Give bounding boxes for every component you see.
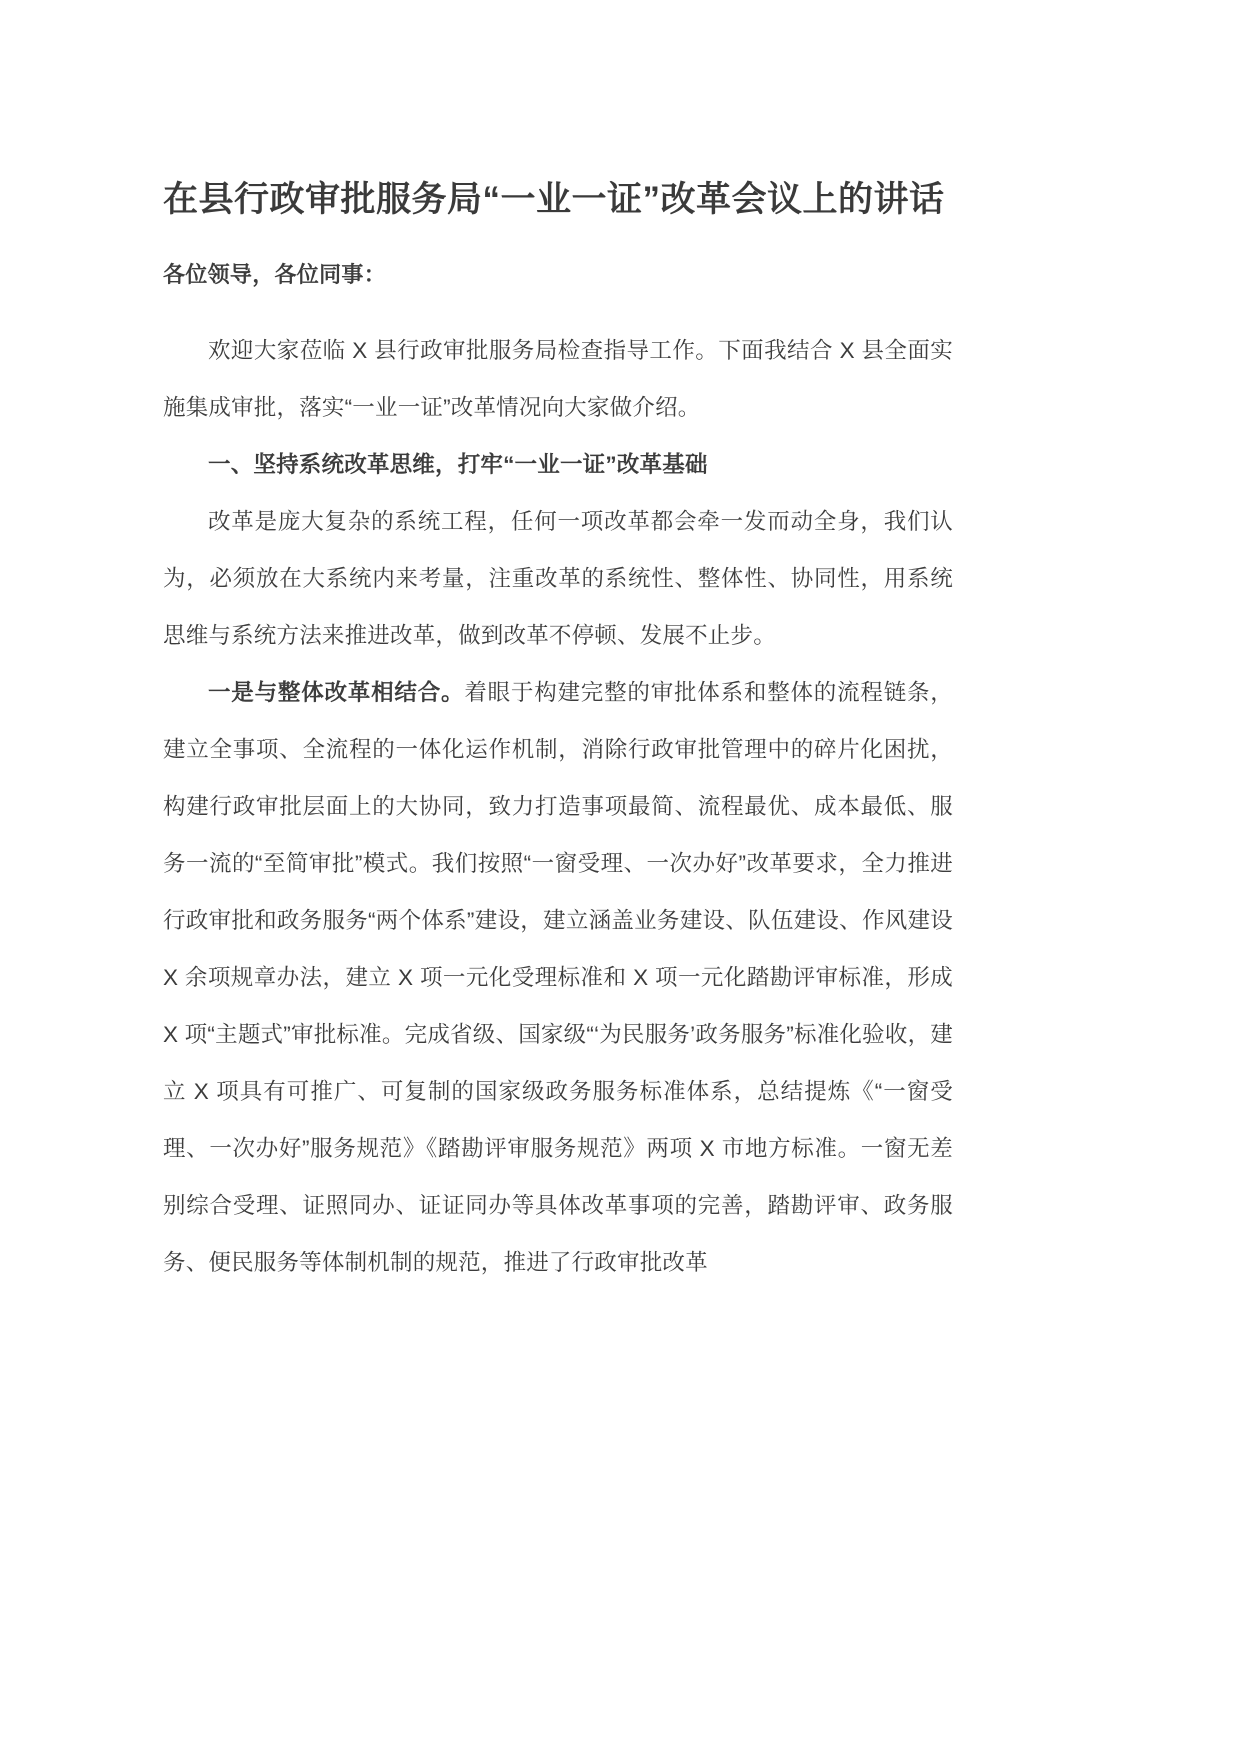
paragraph-point-one-lead: 一是与整体改革相结合。 bbox=[208, 680, 465, 705]
paragraph-system-reform: 改革是庞大复杂的系统工程，任何一项改革都会牵一发而动全身，我们认为，必须放在大系统内来考量，注重改革的系统性、整体性、协同性，用系统思维与系统方法来推进改革，做到改革不停顿、发展不止步。 bbox=[163, 509, 953, 648]
paragraph-intro: 欢迎大家莅临 X 县行政审批服务局检查指导工作。下面我结合 X 县全面实施集成审批，落实“一业一证”改革情况向大家做介绍。 bbox=[163, 338, 953, 420]
section-heading-1: 一、坚持系统改革思维，打牢“一业一证”改革基础 bbox=[208, 452, 708, 477]
page-title: 在县行政审批服务局“一业一证”改革会议上的讲话 bbox=[163, 180, 945, 219]
paragraph-point-one-body: 着眼于构建完整的审批体系和整体的流程链条，建立全事项、全流程的一体化运作机制，消除行政审批管理中的碎片化困扰，构建行政审批层面上的大协同，致力打造事项最简、流程最优、成本最低、服务一流的“至简审批”模式。我们按照“一窗受理、一次办好”改革要求，全力推进行政审批和政务服务“两个体系”建设，建立涵盖业务建设、队伍建设、作风建设 X 余项规章办法，建立 X 项一元化受理标准和 X 项一元化踏勘评审标准，形成 X 项“主题式”审批标准。完成省级、国家级“‘为民服务’政务服务”标准化验收，建立 X 项具有可推广、可复制的国家级政务服务标准体系，总结提炼《“一窗受理、一次办好”服务规范》《踏勘评审服务规范》两项 X 市地方标准。一窗无差别综合受理、证照同办、证证同办等具体改革事项的完善，踏勘评审、政务服务、便民服务等体制机制的规范，推进了行政审批改革 bbox=[163, 680, 954, 1275]
salutation: 各位领导，各位同事： bbox=[163, 262, 387, 287]
document-body bbox=[163, 322, 953, 1291]
paragraph-point-one bbox=[163, 664, 953, 1291]
